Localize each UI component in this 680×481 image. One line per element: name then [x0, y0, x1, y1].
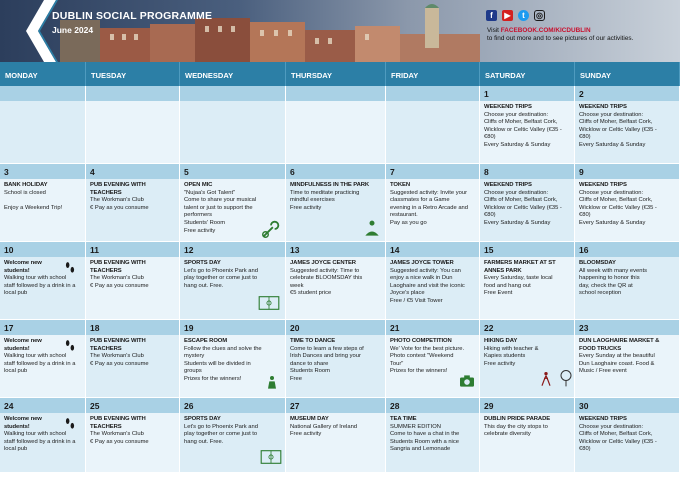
event-line: Free activity	[290, 204, 322, 211]
event-line: Dun Laoghaire coast. Food &	[579, 360, 655, 367]
event-line: Free	[290, 375, 302, 382]
event-line: school reception	[579, 290, 622, 297]
event-title: JAMES JOYCE CENTER	[290, 260, 356, 266]
event-line: Cliffs of Moher, Belfast Cork,	[579, 431, 653, 438]
day-number: 9	[575, 164, 679, 179]
event-title: DUBLIN PRIDE PARADE	[484, 416, 551, 422]
week-row	[0, 164, 680, 242]
detective-icon	[264, 374, 280, 395]
event-line: Wicklow or Celtic Valley (€35 -	[484, 126, 562, 133]
event-line: week	[290, 282, 304, 289]
event-line: Wicklow or Celtic Valley (€35 -	[579, 204, 657, 211]
calendar-day[interactable]	[386, 320, 480, 398]
event-line: € Pay as you consume	[90, 360, 149, 367]
calendar-day[interactable]	[480, 398, 575, 473]
calendar-day[interactable]	[480, 242, 575, 320]
facebook-link[interactable]: FACEBOOK.COM/KICDUBLIN	[500, 27, 591, 34]
calendar-day[interactable]	[180, 164, 286, 242]
event-line: €80)	[579, 212, 591, 219]
event-line	[4, 197, 82, 205]
event-line: Walking tour with school	[4, 353, 67, 360]
event-title: BANK HOLIDAY	[4, 182, 48, 188]
event-title: WEEKEND TRIPS	[579, 104, 627, 110]
calendar-day[interactable]	[480, 320, 575, 398]
visit-prefix: Visit	[487, 27, 501, 34]
tree-icon	[556, 368, 575, 393]
visit-note	[487, 27, 677, 43]
event-details	[386, 179, 479, 242]
calendar-day[interactable]	[575, 398, 680, 473]
event-title: TIME TO DANCE	[290, 338, 336, 344]
event-line: The Workman's Club	[90, 431, 144, 438]
event-line: We' Vote for the best picture.	[390, 345, 465, 352]
calendar-day[interactable]	[386, 86, 480, 164]
event-line: €5 student price	[290, 290, 332, 297]
page-subtitle: June 2024	[52, 25, 94, 35]
event-details	[480, 257, 574, 320]
calendar-day[interactable]	[575, 320, 680, 398]
event-details	[86, 257, 179, 320]
twitter-icon[interactable]: t	[518, 10, 529, 21]
weekday-header-row	[0, 62, 680, 86]
event-line: Come to share your musical	[184, 197, 257, 204]
day-number: 6	[286, 164, 385, 179]
event-title: Welcome new students!	[4, 260, 42, 274]
calendar-day[interactable]	[575, 86, 680, 164]
event-line: Music / Free event	[579, 368, 627, 375]
event-line: Choose your destination:	[484, 189, 549, 196]
event-line: Let's go to Phoenix Park and	[184, 423, 258, 430]
day-number: 17	[0, 320, 85, 335]
day-number	[386, 86, 479, 101]
event-line: Let's go to Phoenix Park and	[184, 267, 258, 274]
event-line: Photo contest "Weekend	[390, 353, 454, 360]
footprints-icon	[63, 260, 77, 281]
event-line: Joyce's place	[390, 290, 425, 297]
calendar-day[interactable]	[575, 242, 680, 320]
event-line: Pay as you go	[390, 219, 427, 226]
event-details	[286, 335, 385, 398]
event-title: HIKING DAY	[484, 338, 518, 344]
football-pitch-icon	[258, 296, 280, 315]
weekday-monday: MONDAY	[0, 62, 86, 86]
day-number: 20	[286, 320, 385, 335]
event-title: SPORTS DAY	[184, 416, 221, 422]
weekday-wednesday: WEDNESDAY	[180, 62, 286, 86]
day-number: 22	[480, 320, 574, 335]
event-line: celebrate diversity	[484, 431, 531, 438]
event-line: play together or come just to	[184, 431, 258, 438]
event-details	[575, 179, 679, 242]
calendar-day[interactable]	[0, 320, 86, 398]
calendar-day[interactable]	[180, 398, 286, 473]
event-details	[286, 257, 385, 320]
hiker-icon	[538, 370, 554, 393]
event-line: Walking tour with school	[4, 275, 67, 282]
event-line: "Nujaa's Got Talent"	[184, 189, 236, 196]
event-line: Free activity	[484, 360, 516, 367]
day-number: 10	[0, 242, 85, 257]
event-title: PUB EVENING WITH TEACHERS	[90, 416, 146, 430]
event-line: Wicklow or Celtic Valley (€35 -	[579, 438, 657, 445]
day-number: 27	[286, 398, 385, 413]
event-title: OPEN MIC	[184, 182, 213, 188]
day-number	[0, 86, 85, 101]
day-number: 21	[386, 320, 479, 335]
event-line: hang out. Free.	[184, 438, 224, 445]
event-line: Students Room	[290, 368, 330, 375]
event-line: Choose your destination:	[484, 111, 549, 118]
event-line: Every Saturday & Sunday	[484, 141, 551, 148]
event-title: SPORTS DAY	[184, 260, 221, 266]
calendar-day[interactable]	[0, 164, 86, 242]
event-details	[575, 257, 679, 320]
event-line: Enjoy a Weekend Trip!	[4, 204, 63, 211]
week-row	[0, 398, 680, 473]
event-title: Welcome new students!	[4, 338, 42, 352]
calendar-day[interactable]	[86, 398, 180, 473]
event-line: Every Sunday at the beautiful	[579, 353, 655, 360]
title-block	[52, 10, 212, 35]
day-number: 30	[575, 398, 679, 413]
calendar-day[interactable]	[480, 164, 575, 242]
day-number: 28	[386, 398, 479, 413]
event-line: Every Saturday & Sunday	[579, 141, 646, 148]
calendar-day[interactable]	[180, 86, 286, 164]
event-line: evening in a Retro Arcade and	[390, 204, 468, 211]
event-line: Cliffs of Moher, Belfast Cork,	[484, 197, 558, 204]
calendar-day[interactable]	[180, 242, 286, 320]
event-line: Every Saturday & Sunday	[484, 219, 551, 226]
header-banner	[0, 0, 680, 62]
calendar-day[interactable]	[86, 164, 180, 242]
event-details	[180, 101, 285, 164]
event-line: Suggested activity: Time to	[290, 267, 360, 274]
event-line: Laoghaire and visit the iconic	[390, 282, 465, 289]
event-line: Choose your destination:	[579, 423, 644, 430]
day-number	[86, 86, 179, 101]
event-line: Choose your destination:	[579, 189, 644, 196]
event-line: Suggested activity: Invite your	[390, 189, 468, 196]
event-line: mindful exercises	[290, 197, 335, 204]
day-number: 5	[180, 164, 285, 179]
event-details	[386, 101, 479, 164]
weekday-tuesday: TUESDAY	[86, 62, 180, 86]
event-details	[575, 413, 679, 473]
calendar-day[interactable]	[86, 242, 180, 320]
guitar-icon	[260, 218, 282, 242]
event-line: dance to share	[290, 360, 329, 367]
event-title: FARMERS MARKET AT ST ANNES PARK	[484, 260, 556, 274]
event-title: WEEKEND TRIPS	[579, 182, 627, 188]
event-title: PUB EVENING WITH TEACHERS	[90, 182, 146, 196]
calendar-day[interactable]	[480, 86, 575, 164]
event-details	[386, 257, 479, 320]
camera-icon	[458, 374, 476, 393]
event-line: School is closed	[4, 189, 46, 196]
event-line: Walking tour with school	[4, 431, 67, 438]
day-number: 29	[480, 398, 574, 413]
event-line: hang out. Free.	[184, 282, 224, 289]
event-line: Wicklow or Celtic Valley (€35 -	[484, 204, 562, 211]
event-line: Choose your destination:	[579, 111, 644, 118]
event-line: Cliffs of Moher, Belfast Cork,	[579, 197, 653, 204]
event-line: groups	[184, 368, 202, 375]
social-links	[486, 10, 545, 21]
calendar-day[interactable]	[386, 242, 480, 320]
day-number: 2	[575, 86, 679, 101]
event-line: National Gallery of Ireland	[290, 423, 358, 430]
event-line: Wicklow or Celtic Valley (€35 -	[579, 126, 657, 133]
week-row	[0, 242, 680, 320]
event-line: classmates for a Game	[390, 197, 450, 204]
calendar-day[interactable]	[286, 242, 386, 320]
event-line: € Pay as you consume	[90, 438, 149, 445]
event-line: This day the city stops to	[484, 423, 548, 430]
day-number: 23	[575, 320, 679, 335]
event-title: PHOTO COMPETITION	[390, 338, 452, 344]
footprints-icon	[63, 416, 77, 437]
event-details	[0, 101, 85, 164]
event-line: happening to honor this	[579, 275, 640, 282]
event-line: food and hang out	[484, 282, 531, 289]
day-number: 25	[86, 398, 179, 413]
event-details	[480, 101, 574, 164]
event-line: local pub	[4, 290, 28, 297]
event-title: MUSEUM DAY	[290, 416, 329, 422]
event-line: €80)	[579, 134, 591, 141]
day-number: 19	[180, 320, 285, 335]
calendar-day[interactable]	[86, 86, 180, 164]
event-title: TOKEN	[390, 182, 411, 188]
day-number	[286, 86, 385, 101]
event-title: MINDFULNESS IN THE PARK	[290, 182, 370, 188]
event-line: Tour"	[390, 360, 404, 367]
event-line: performers	[184, 212, 213, 219]
event-line: day, check the QR at	[579, 282, 633, 289]
event-line: Prizes for the winners!	[184, 375, 242, 382]
day-number	[180, 86, 285, 101]
calendar-day[interactable]	[386, 164, 480, 242]
event-line: € Pay as you consume	[90, 204, 149, 211]
event-details	[86, 335, 179, 398]
event-line: Irish Dances and bring your	[290, 353, 361, 360]
meditation-icon	[362, 219, 382, 242]
calendar-day[interactable]	[0, 86, 86, 164]
event-line: Sangria and Lemonade	[390, 446, 451, 453]
day-number: 14	[386, 242, 479, 257]
event-line: Every Saturday, taste local	[484, 275, 553, 282]
event-title: Welcome new students!	[4, 416, 42, 430]
event-line: Students will be divided in	[184, 360, 251, 367]
event-line: Suggested activity: You can	[390, 267, 461, 274]
event-title: TEA TIME	[390, 416, 417, 422]
calendar-day[interactable]	[286, 86, 386, 164]
event-details	[0, 179, 85, 242]
calendar-day[interactable]	[386, 398, 480, 473]
event-title: ESCAPE ROOM	[184, 338, 228, 344]
footprints-icon	[63, 338, 77, 359]
event-details	[386, 413, 479, 473]
event-details	[575, 335, 679, 398]
instagram-icon[interactable]: ◎	[534, 10, 545, 21]
football-pitch-icon	[260, 450, 282, 469]
event-line: Free / €5 Visit Tower	[390, 297, 443, 304]
day-number: 26	[180, 398, 285, 413]
weekday-friday: FRIDAY	[386, 62, 480, 86]
day-number: 1	[480, 86, 574, 101]
event-details	[575, 101, 679, 164]
calendar-day[interactable]	[86, 320, 180, 398]
event-title: WEEKEND TRIPS	[484, 182, 532, 188]
event-details	[480, 413, 574, 473]
event-line: Cliffs of Moher, Belfast Cork,	[579, 119, 653, 126]
event-line: Prizes for the winners!	[390, 368, 448, 375]
event-line: Follow the clues and solve the	[184, 345, 262, 352]
event-line: celebrate BLOOMSDAY this	[290, 275, 363, 282]
event-line: SUMMER EDITION	[390, 423, 441, 430]
event-line: Free activity	[290, 431, 322, 438]
calendar-day[interactable]	[286, 398, 386, 473]
day-number: 3	[0, 164, 85, 179]
facebook-icon[interactable]: f	[486, 10, 497, 21]
weekday-sunday: SUNDAY	[575, 62, 680, 86]
calendar-day[interactable]	[0, 242, 86, 320]
event-line: staff followed by a drink in a	[4, 360, 76, 367]
day-number: 4	[86, 164, 179, 179]
event-details	[286, 413, 385, 473]
event-details	[86, 101, 179, 164]
event-line: staff followed by a drink in a	[4, 438, 76, 445]
event-line: The Workman's Club	[90, 197, 144, 204]
event-line: €80)	[484, 134, 496, 141]
event-line: €80)	[484, 212, 496, 219]
event-line: talent or just to support the	[184, 204, 253, 211]
event-line: restaurant.	[390, 212, 418, 219]
event-title: DUN LAOGHAIRE MARKET & FOOD TRUCKS	[579, 338, 660, 352]
event-details	[286, 101, 385, 164]
event-line: Students Room with a nice	[390, 438, 459, 445]
calendar-day[interactable]	[286, 164, 386, 242]
calendar-day[interactable]	[575, 164, 680, 242]
week-row	[0, 86, 680, 164]
event-line: € Pay as you consume	[90, 282, 149, 289]
event-line: Students' Room	[184, 219, 226, 226]
event-line: Every Saturday & Sunday	[579, 219, 646, 226]
event-line: Free activity	[184, 227, 216, 234]
event-line: staff followed by a drink in a	[4, 282, 76, 289]
event-line: Cliffs of Moher, Belfast Cork,	[484, 119, 558, 126]
event-line: play together or come just to	[184, 275, 258, 282]
day-number: 13	[286, 242, 385, 257]
event-title: WEEKEND TRIPS	[484, 104, 532, 110]
event-line: Hiking with teacher &	[484, 345, 539, 352]
event-line: Free Event	[484, 290, 513, 297]
day-number: 8	[480, 164, 574, 179]
calendar-day[interactable]	[0, 398, 86, 473]
event-line: mystery	[184, 353, 205, 360]
calendar-day[interactable]	[286, 320, 386, 398]
weekday-saturday: SATURDAY	[480, 62, 575, 86]
event-line: local pub	[4, 446, 28, 453]
event-details	[86, 413, 179, 473]
event-line: The Workman's Club	[90, 353, 144, 360]
day-number: 16	[575, 242, 679, 257]
event-title: BLOOMSDAY	[579, 260, 616, 266]
youtube-icon[interactable]: ▶	[502, 10, 513, 21]
event-title: PUB EVENING WITH TEACHERS	[90, 260, 146, 274]
day-number: 11	[86, 242, 179, 257]
day-number: 24	[0, 398, 85, 413]
week-row	[0, 320, 680, 398]
event-title: JAMES JOYCE TOWER	[390, 260, 454, 266]
event-line: local pub	[4, 368, 28, 375]
event-details	[480, 179, 574, 242]
calendar-day[interactable]	[180, 320, 286, 398]
day-number: 18	[86, 320, 179, 335]
weekday-thursday: THURSDAY	[286, 62, 386, 86]
event-line: The Workman's Club	[90, 275, 144, 282]
visit-suffix: to find out more and to see pictures of our activities.	[487, 35, 634, 42]
event-line: Come to have a chat in the	[390, 431, 460, 438]
event-line: Come to learn a few steps of	[290, 345, 364, 352]
event-line: €80)	[579, 446, 591, 453]
day-number: 15	[480, 242, 574, 257]
calendar-grid	[0, 86, 680, 473]
event-line: All week with many events	[579, 267, 647, 274]
day-number: 7	[386, 164, 479, 179]
event-line: Kapies students	[484, 353, 526, 360]
event-title: PUB EVENING WITH TEACHERS	[90, 338, 146, 352]
event-line: Time to meditate practicing	[290, 189, 360, 196]
event-title: WEEKEND TRIPS	[579, 416, 627, 422]
event-line: enjoy a nice walk in Dun	[390, 275, 453, 282]
page-title: DUBLIN SOCIAL PROGRAMME	[52, 10, 213, 22]
event-details	[86, 179, 179, 242]
day-number: 12	[180, 242, 285, 257]
